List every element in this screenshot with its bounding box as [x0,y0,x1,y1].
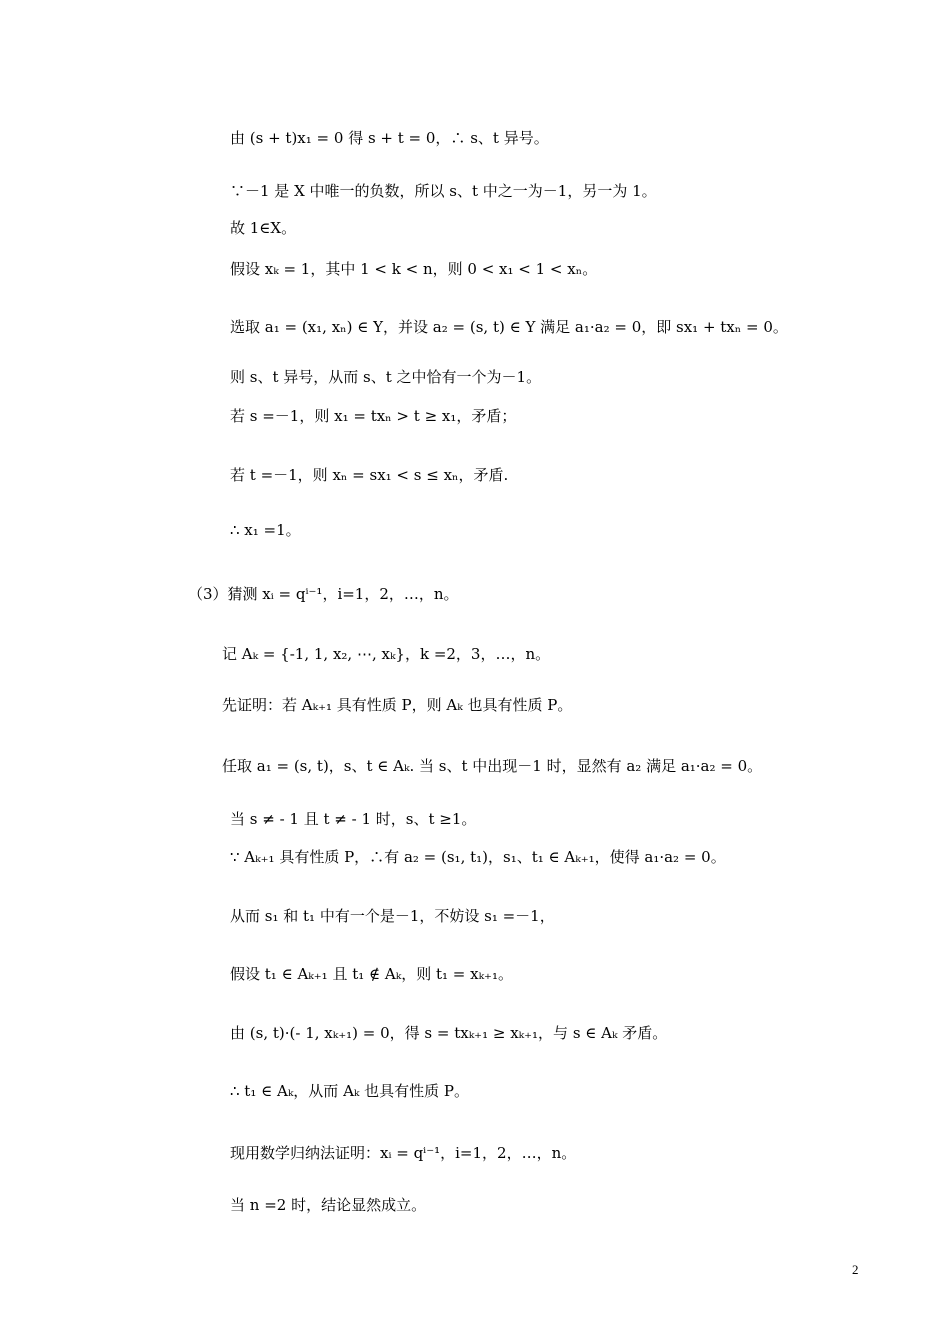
text-line-13: 任取 a₁ = (s, t)，s、t ∈ Aₖ. 当 s、t 中出现－1 时，显然有 a₂ 满足 a₁·a₂ = 0。 [222,757,763,775]
text-line-15: ∵ Aₖ₊₁ 具有性质 P，∴有 a₂ = (s₁, t₁)，s₁、t₁ ∈ Aₖ₊₁，使得 a₁·a₂ = 0。 [230,848,726,866]
text-line-5: 选取 a₁ = (x₁, xₙ) ∈ Y，并设 a₂ = (s, t) ∈ Y 满足 a₁·a₂ = 0，即 sx₁ + txₙ = 0。 [230,318,788,336]
page-number: 2 [852,1262,859,1277]
text-line-1: 由 (s + t)x₁ = 0 得 s + t = 0，∴ s、t 异号。 [230,129,549,147]
text-line-6: 则 s、t 异号，从而 s、t 之中恰有一个为－1。 [230,368,542,386]
text-line-7: 若 s =－1，则 x₁ = txₙ > t ≥ x₁，矛盾； [230,407,517,425]
text-line-4: 假设 xₖ = 1，其中 1 < k < n，则 0 < x₁ < 1 < xₙ。 [230,260,598,278]
text-line-17: 假设 t₁ ∈ Aₖ₊₁ 且 t₁ ∉ Aₖ，则 t₁ = xₖ₊₁。 [230,965,513,983]
text-line-18: 由 (s, t)·(- 1, xₖ₊₁) = 0，得 s = txₖ₊₁ ≥ xₖ₊₁，与 s ∈ Aₖ 矛盾。 [230,1024,668,1042]
text-line-20: 现用数学归纳法证明：xᵢ = qⁱ⁻¹，i=1，2，…，n。 [230,1144,577,1162]
text-line-14: 当 s ≠ - 1 且 t ≠ - 1 时，s、t ≥1。 [230,810,477,828]
text-line-16: 从而 s₁ 和 t₁ 中有一个是－1，不妨设 s₁ =－1， [230,907,555,925]
text-line-19: ∴ t₁ ∈ Aₖ，从而 Aₖ 也具有性质 P。 [230,1082,469,1100]
text-line-12: 先证明：若 Aₖ₊₁ 具有性质 P，则 Aₖ 也具有性质 P。 [222,696,573,714]
text-line-10: （3）猜测 xᵢ = qⁱ⁻¹，i=1，2，…，n。 [188,585,459,603]
text-line-11: 记 Aₖ = {-1, 1, x₂, ⋯, xₖ}，k =2，3，…，n。 [222,645,551,663]
text-line-9: ∴ x₁ =1。 [230,521,301,539]
text-line-8: 若 t =－1，则 xₙ = sx₁ < s ≤ xₙ，矛盾. [230,466,509,484]
text-line-2: ∵－1 是 X 中唯一的负数，所以 s、t 中之一为－1，另一为 1。 [230,182,657,200]
text-line-3: 故 1∈X。 [230,219,297,237]
text-line-21: 当 n =2 时，结论显然成立。 [230,1196,427,1214]
